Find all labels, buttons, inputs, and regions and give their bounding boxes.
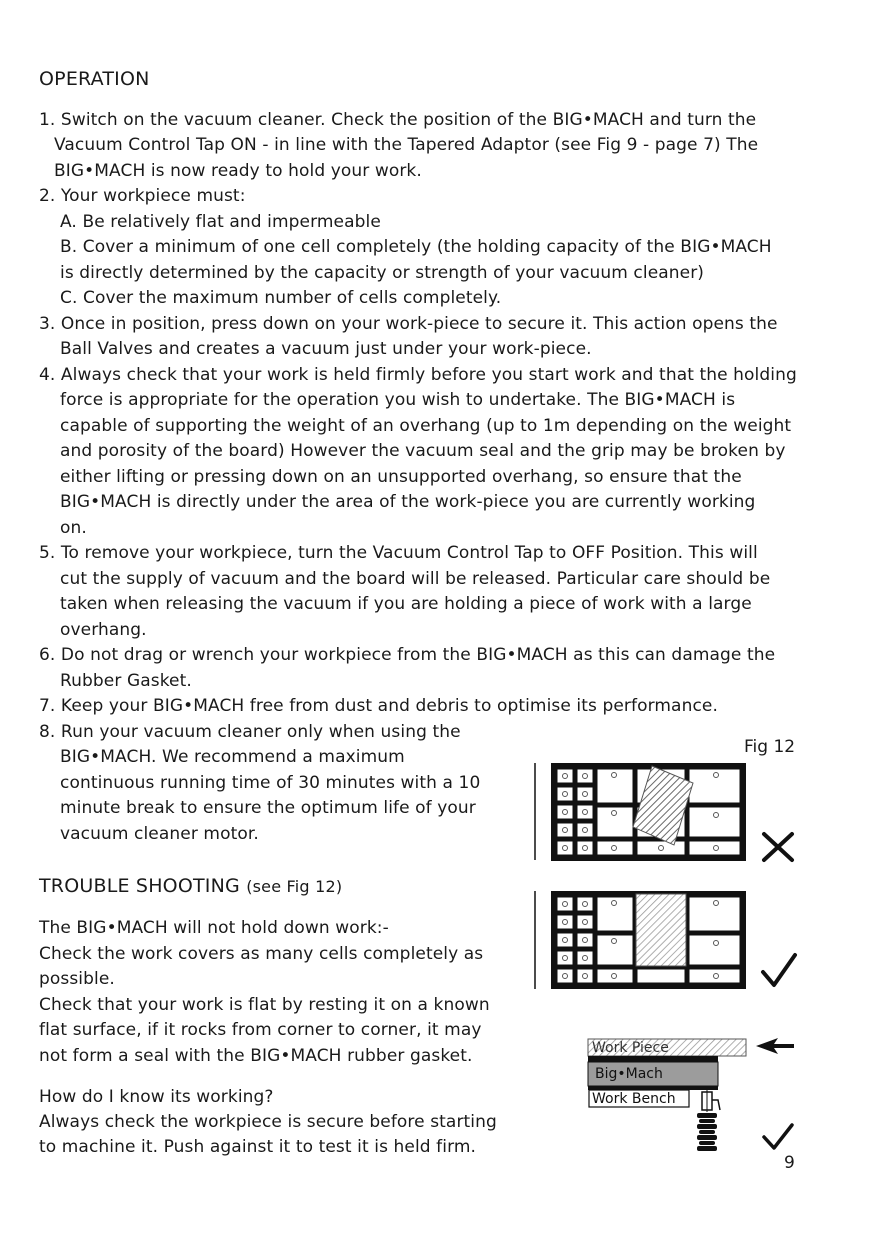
operation-line: BIG•MACH. We recommend a maximum [60,747,405,767]
operation-line: 6. Do not drag or wrench your workpiece from the BIG•MACH as this can damage the [39,645,776,665]
page-number: 9 [784,1153,795,1173]
operation-line: A. Be relatively flat and impermeable [60,212,381,232]
trouble-line: not form a seal with the BIG•MACH rubber gasket. [39,1046,473,1066]
operation-line: C. Cover the maximum number of cells completely. [60,288,502,308]
figure-label: Fig 12 [744,737,796,757]
trouble-line: flat surface, if it rocks from corner to corner, it may [39,1020,482,1040]
operation-line: overhang. [60,620,147,640]
arrow-left-icon [756,1038,794,1054]
operation-line: 1. Switch on the vacuum cleaner. Check the position of the BIG•MACH and turn the [39,110,757,130]
operation-line: Rubber Gasket. [60,671,192,691]
cross-mark [764,834,792,860]
operation-line: 3. Once in position, press down on your work-piece to secure it. This action opens the [39,314,778,334]
operation-line: 7. Keep your BIG•MACH free from dust and debris to optimise its performance. [39,696,718,716]
trouble-line: How do I know its working? [39,1087,274,1107]
operation-line: BIG•MACH is now ready to hold your work. [54,161,422,181]
operation-line: B. Cover a minimum of one cell completely (the holding capacity of the BIG•MACH [60,237,772,257]
trouble-line: Check that your work is flat by resting it on a known [39,995,490,1015]
trouble-shooting-title: TROUBLE SHOOTING [39,875,240,897]
operation-heading: OPERATION [39,68,150,90]
operation-line: and porosity of the board) However the vacuum seal and the grip may be broken by [60,441,786,461]
check-mark [763,955,795,985]
operation-line: cut the supply of vacuum and the board will be released. Particular care should be [60,569,771,589]
check-mark-bottom [764,1125,792,1148]
operation-line: on. [60,518,87,538]
trouble-shooting-ref: (see Fig 12) [246,877,343,896]
operation-line: is directly determined by the capacity or strength of your vacuum cleaner) [60,263,705,283]
operation-line: taken when releasing the vacuum if you are holding a piece of work with a large [60,594,752,614]
board-correct [535,891,744,989]
operation-line: force is appropriate for the operation you wish to undertake. The BIG•MACH is [60,390,736,410]
trouble-line: possible. [39,969,115,989]
operation-line: 2. Your workpiece must: [39,186,246,206]
operation-line: capable of supporting the weight of an overhang (up to 1m depending on the weight [60,416,792,436]
operation-line: 8. Run your vacuum cleaner only when using the [39,722,461,742]
operation-line: continuous running time of 30 minutes with a 10 [60,773,481,793]
work-bench-label: Work Bench [592,1091,676,1107]
trouble-line: to machine it. Push against it to test it is held firm. [39,1137,477,1157]
operation-line: 5. To remove your workpiece, turn the Vacuum Control Tap to OFF Position. This will [39,543,758,563]
operation-line: vacuum cleaner motor. [60,824,259,844]
work-piece-label: Work Piece [592,1040,669,1056]
operation-line: BIG•MACH is directly under the area of the work-piece you are currently working [60,492,756,512]
trouble-line: Always check the workpiece is secure before starting [39,1112,497,1132]
operation-line: 4. Always check that your work is held firmly before you start work and that the holding [39,365,797,385]
trouble-line: Check the work covers as many cells completely as [39,944,484,964]
operation-line: either lifting or pressing down on an unsupported overhang, so ensure that the [60,467,742,487]
operation-line: Vacuum Control Tap ON - in line with the Tapered Adaptor (see Fig 9 - page 7) The [54,135,759,155]
trouble-line: The BIG•MACH will not hold down work:- [39,918,389,938]
operation-line: minute break to ensure the optimum life of your [60,798,476,818]
board-incorrect [535,763,744,860]
big-mach-label: Big•Mach [595,1066,663,1082]
operation-line: Ball Valves and creates a vacuum just under your work-piece. [60,339,592,359]
